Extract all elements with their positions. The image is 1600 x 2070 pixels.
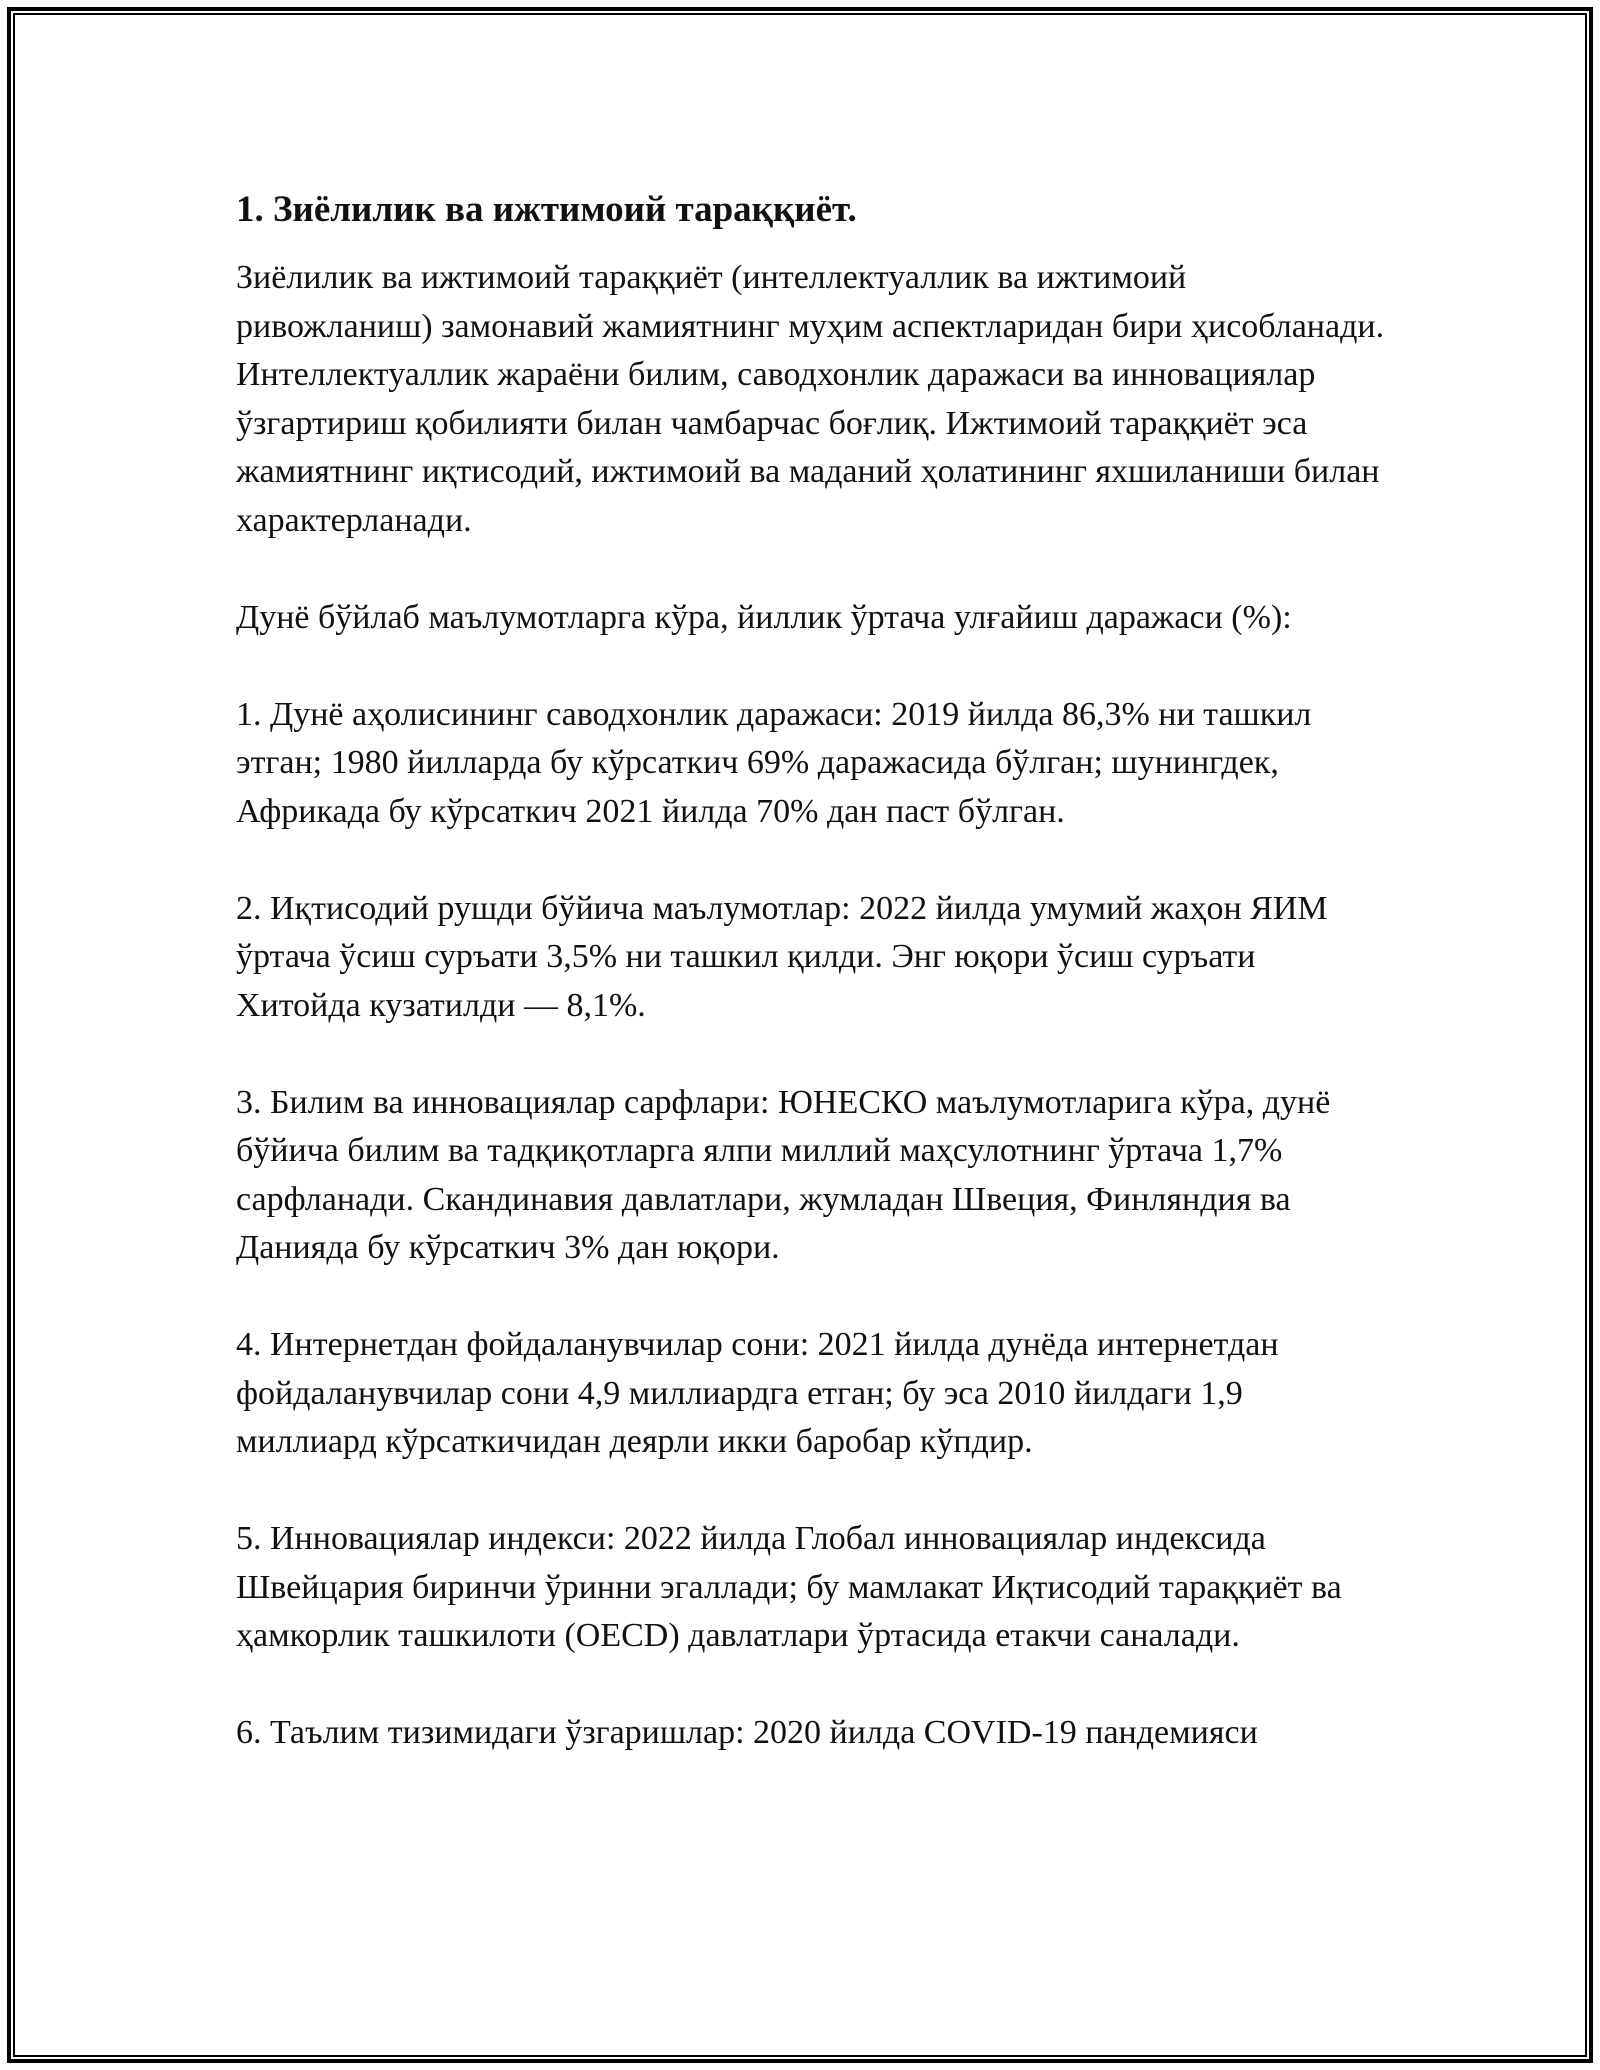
list-item-innovation-index: 5. Инновациялар индекси: 2022 йилда Глобал инновациялар индексида Швейцария биринчи ўринни эгаллади; бу мамлакат Иқтисодий тараққиёт ва ҳамкорлик ташкилоти (OECD) давлатлари ўртасида етакчи саналади.	[236, 1520, 1342, 1654]
document-title: 1. Зиёлилик ва ижтимоий тараққиёт.	[236, 189, 857, 230]
list-item-literacy: 1. Дунё аҳолисининг саводхонлик даражаси: 2019 йилда 86,3% ни ташкил этган; 1980 йилларда бу кўрсаткич 69% даражасида бўлган; шунингдек, Африкада бу кўрсаткич 2021 йилда 70% дан паст бўлган.	[236, 695, 1312, 830]
list-item-education-changes: 6. Таълим тизимидаги ўзгаришлар: 2020 йилда COVID-19 пандемияси	[236, 1714, 1258, 1751]
list-item-economic-growth: 2. Иқтисодий рушди бўйича маълумотлар: 2022 йилда умумий жаҳон ЯИМ ўртача ўсиш суръати 3,5% ни ташкил қилди. Энг юқори ўсиш суръати Хитойда кузатилди — 8,1%.	[236, 889, 1328, 1024]
list-item-education-spending: 3. Билим ва инновациялар сарфлари: ЮНЕСКО маълумотларига кўра, дунё бўйича билим ва тадқиқотларга ялпи миллий маҳсулотнинг ўртача 1,7% сарфланади. Скандинавия давлатлари, жумладан Швеция, Финляндия ва Данияда бу кўрсаткич 3% дан юқори.	[236, 1083, 1331, 1266]
statistics-heading-paragraph: Дунё бўйлаб маълумотларга кўра, йиллик ўртача улғайиш даражаси (%):	[236, 598, 1292, 636]
list-item-internet-users: 4. Интернетдан фойдаланувчилар сони: 2021 йилда дунёда интернетдан фойдаланувчилар сони 4,9 миллиардга етган; бу эса 2010 йилдаги 1,9 миллиард кўрсаткичидан деярли икки баробар кўпдир.	[236, 1326, 1279, 1460]
intro-paragraph: Зиёлилик ва ижтимоий тараққиёт (интеллектуаллик ва ижтимоий ривожланиш) замонавий жамиятнинг муҳим аспектларидан бири ҳисобланади. Интеллектуаллик жараёни билим, саводхонлик даражаси ва инновациялар ўзгартириш қобилияти билан чамбарчас боғлиқ. Ижтимоий тараққиёт эса жамиятнинг иқтисодий, ижтимоий ва маданий ҳолатининг яхшиланиши билан характерланади.	[236, 259, 1385, 539]
document-body	[236, 186, 1386, 1806]
